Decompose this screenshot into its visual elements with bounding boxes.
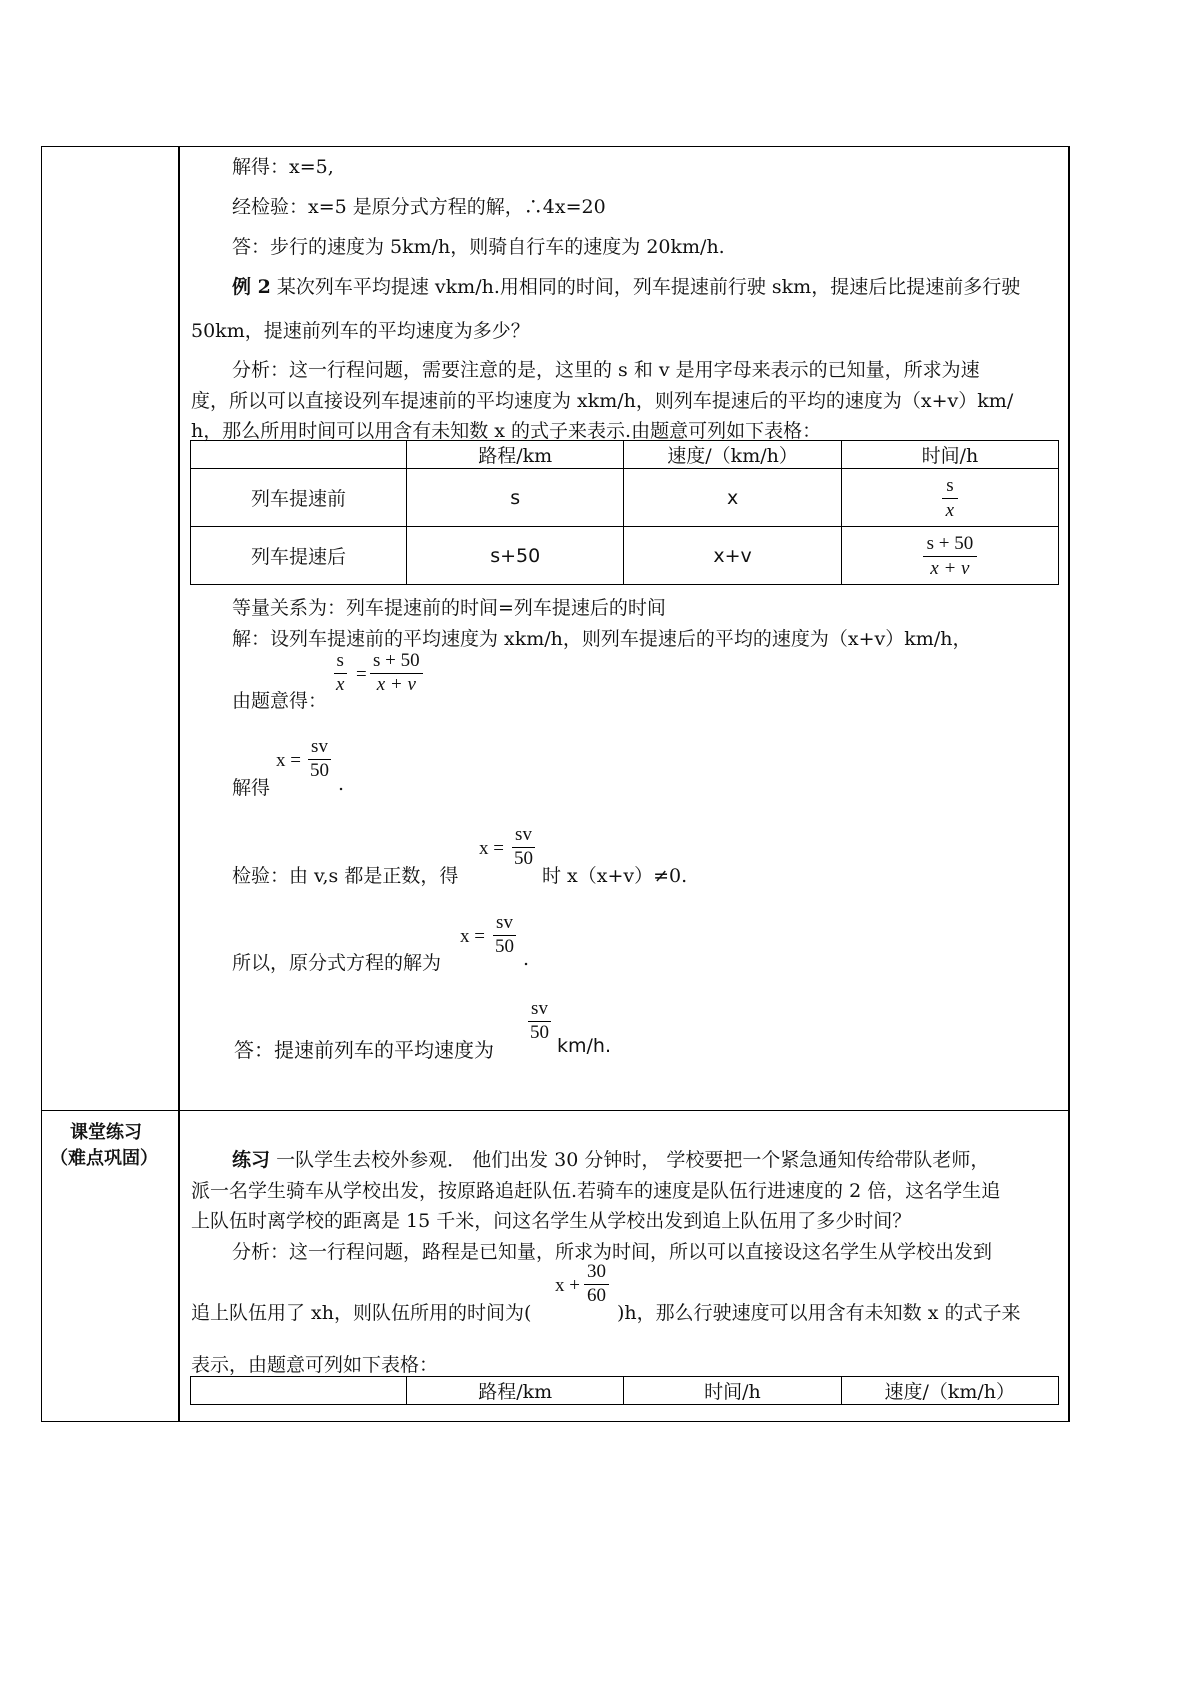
table-header-cell: 时间/h — [841, 441, 1058, 469]
solution-setup-line: 解：设列车提速前的平均速度为 xkm/h，则列车提速后的平均的速度为（x+v）km/h， — [232, 628, 972, 650]
table-row — [191, 469, 1059, 527]
analysis-line-1: 分析：这一行程问题，需要注意的是，这里的 s 和 v 是用字母来表示的已知量，所求为速 — [232, 359, 980, 381]
distance-cell: s+50 — [407, 527, 624, 585]
example-text: 某次列车平均提速 vkm/h.用相同的时间，列车提速前行驶 skm，提速后比提速前多行驶 — [276, 276, 1021, 298]
frame-bottom-line — [41, 1421, 1070, 1422]
analysis-line-2: 度，所以可以直接设列车提速前的平均速度为 xkm/h，则列车提速后的平均的速度为（x+v）km/ — [191, 390, 1014, 412]
fraction-denominator: 50 — [530, 1021, 549, 1043]
solved-label: 解得 — [232, 777, 271, 799]
table-header-cell: 时间/h — [624, 1377, 841, 1405]
fraction-numerator: s + 50 — [923, 533, 978, 557]
example-line-2: 50km，提速前列车的平均速度为多少？ — [191, 320, 530, 342]
solved-period: . — [338, 773, 345, 795]
fraction-numerator: sv — [512, 825, 535, 848]
expr-fraction — [584, 1262, 609, 1307]
verify-text-tail: 时 x（x+v）≠0. — [542, 865, 688, 887]
table-header-cell: 路程/km — [407, 1377, 624, 1405]
fraction-numerator: sv — [493, 913, 516, 936]
final-answer: 答：提速前列车的平均速度为 — [234, 1038, 494, 1062]
table-header-cell: 速度/（km/h） — [841, 1377, 1058, 1405]
x-equals: x = — [479, 838, 504, 859]
speed-cell: x+v — [624, 527, 841, 585]
analysis-line-3: h，那么所用时间可以用含有未知数 x 的式子来表示.由题意可列如下表格： — [191, 420, 822, 442]
speed-table — [190, 440, 1059, 585]
fraction-numerator: s — [942, 475, 957, 499]
exercise-analysis-2-tail: )h，那么行驶速度可以用含有未知数 x 的式子来 — [617, 1302, 1021, 1324]
final-unit: km/h. — [557, 1035, 611, 1057]
fraction-denominator: x — [945, 499, 955, 521]
exercise-line-3: 上队伍时离学校的距离是 15 千米，问这名学生从学校出发到追上队伍用了多少时间？ — [191, 1210, 912, 1232]
expr-x-plus: x + — [555, 1275, 580, 1296]
so-fraction — [492, 913, 517, 958]
verify-fraction — [511, 825, 536, 870]
fraction-denominator: 50 — [310, 759, 329, 781]
x-equals: x = — [460, 926, 485, 947]
final-fraction — [527, 999, 552, 1044]
exercise-text: 一队学生去校外参观． 他们出发 30 分钟时， 学校要把一个紧急通知传给带队老师， — [276, 1149, 990, 1171]
row-label: 列车提速前 — [191, 469, 407, 527]
exercise-analysis-3: 表示，由题意可列如下表格： — [191, 1354, 439, 1376]
frame-right-line — [1068, 146, 1070, 1422]
row-label: 列车提速后 — [191, 527, 407, 585]
fraction-numerator: sv — [308, 737, 331, 760]
fraction-denominator: x + v — [930, 557, 970, 579]
side-label-top: 课堂练习 — [70, 1122, 142, 1143]
time-fraction — [923, 533, 978, 580]
distance-cell: s — [407, 469, 624, 527]
table-header-cell: 速度/（km/h） — [624, 441, 841, 469]
example-label: 例 2 — [232, 276, 271, 298]
table-header-cell: 路程/km — [407, 441, 624, 469]
verify-text: 检验：由 v,s 都是正数，得 — [232, 865, 459, 887]
solution-fraction — [307, 737, 332, 782]
table-row — [191, 527, 1059, 585]
solve-line: 解得：x=5, — [232, 156, 334, 178]
speed-cell: x — [624, 469, 841, 527]
frame-top-line — [41, 146, 1070, 147]
fraction-numerator: s — [334, 651, 347, 674]
time-cell — [841, 527, 1058, 585]
fraction-denominator: x + v — [376, 673, 416, 695]
eq-equals: = — [356, 664, 367, 685]
exercise-analysis-2: 追上队伍用了 xh，则队伍所用的时间为( — [191, 1302, 532, 1324]
fraction-denominator: 50 — [514, 847, 533, 869]
by-problem-label: 由题意得： — [232, 690, 328, 712]
fraction-numerator: 30 — [584, 1262, 609, 1285]
eq-left-fraction — [333, 651, 347, 696]
exercise-analysis-1: 分析：这一行程问题，路程是已知量，所求为时间，所以可以直接设这名学生从学校出发到 — [232, 1241, 993, 1263]
frame-divider-line — [178, 146, 180, 1422]
fraction-numerator: sv — [528, 999, 551, 1022]
time-fraction — [942, 475, 958, 522]
frame-mid-line — [41, 1110, 1070, 1111]
equality-line: 等量关系为：列车提速前的时间=列车提速后的时间 — [232, 597, 666, 619]
table-header-cell — [191, 1377, 407, 1405]
answer-line: 答：步行的速度为 5km/h，则骑自行车的速度为 20km/h. — [232, 236, 725, 258]
fraction-denominator: x — [336, 673, 345, 695]
fraction-denominator: 60 — [587, 1284, 606, 1306]
frame-left-line — [41, 146, 42, 1422]
fraction-denominator: 50 — [495, 935, 514, 957]
example-line-1 — [232, 272, 1020, 299]
so-text: 所以，原分式方程的解为 — [232, 952, 442, 974]
exercise-line-2: 派一名学生骑车从学校出发，按原路追赶队伍.若骑车的速度是队伍行进速度的 2 倍，这名学生追 — [191, 1180, 1001, 1202]
so-period: . — [523, 948, 530, 970]
eq-right-fraction — [370, 651, 423, 696]
exercise-line-1 — [232, 1145, 989, 1172]
table-header-cell — [191, 441, 407, 469]
time-cell — [841, 469, 1058, 527]
fraction-numerator: s + 50 — [370, 651, 423, 674]
side-label-bottom: （难点巩固） — [50, 1148, 158, 1169]
x-equals: x = — [276, 750, 301, 771]
exercise-table — [190, 1376, 1059, 1405]
exercise-label: 练习 — [232, 1149, 271, 1171]
check-line: 经检验：x=5 是原分式方程的解，∴4x=20 — [232, 196, 606, 218]
